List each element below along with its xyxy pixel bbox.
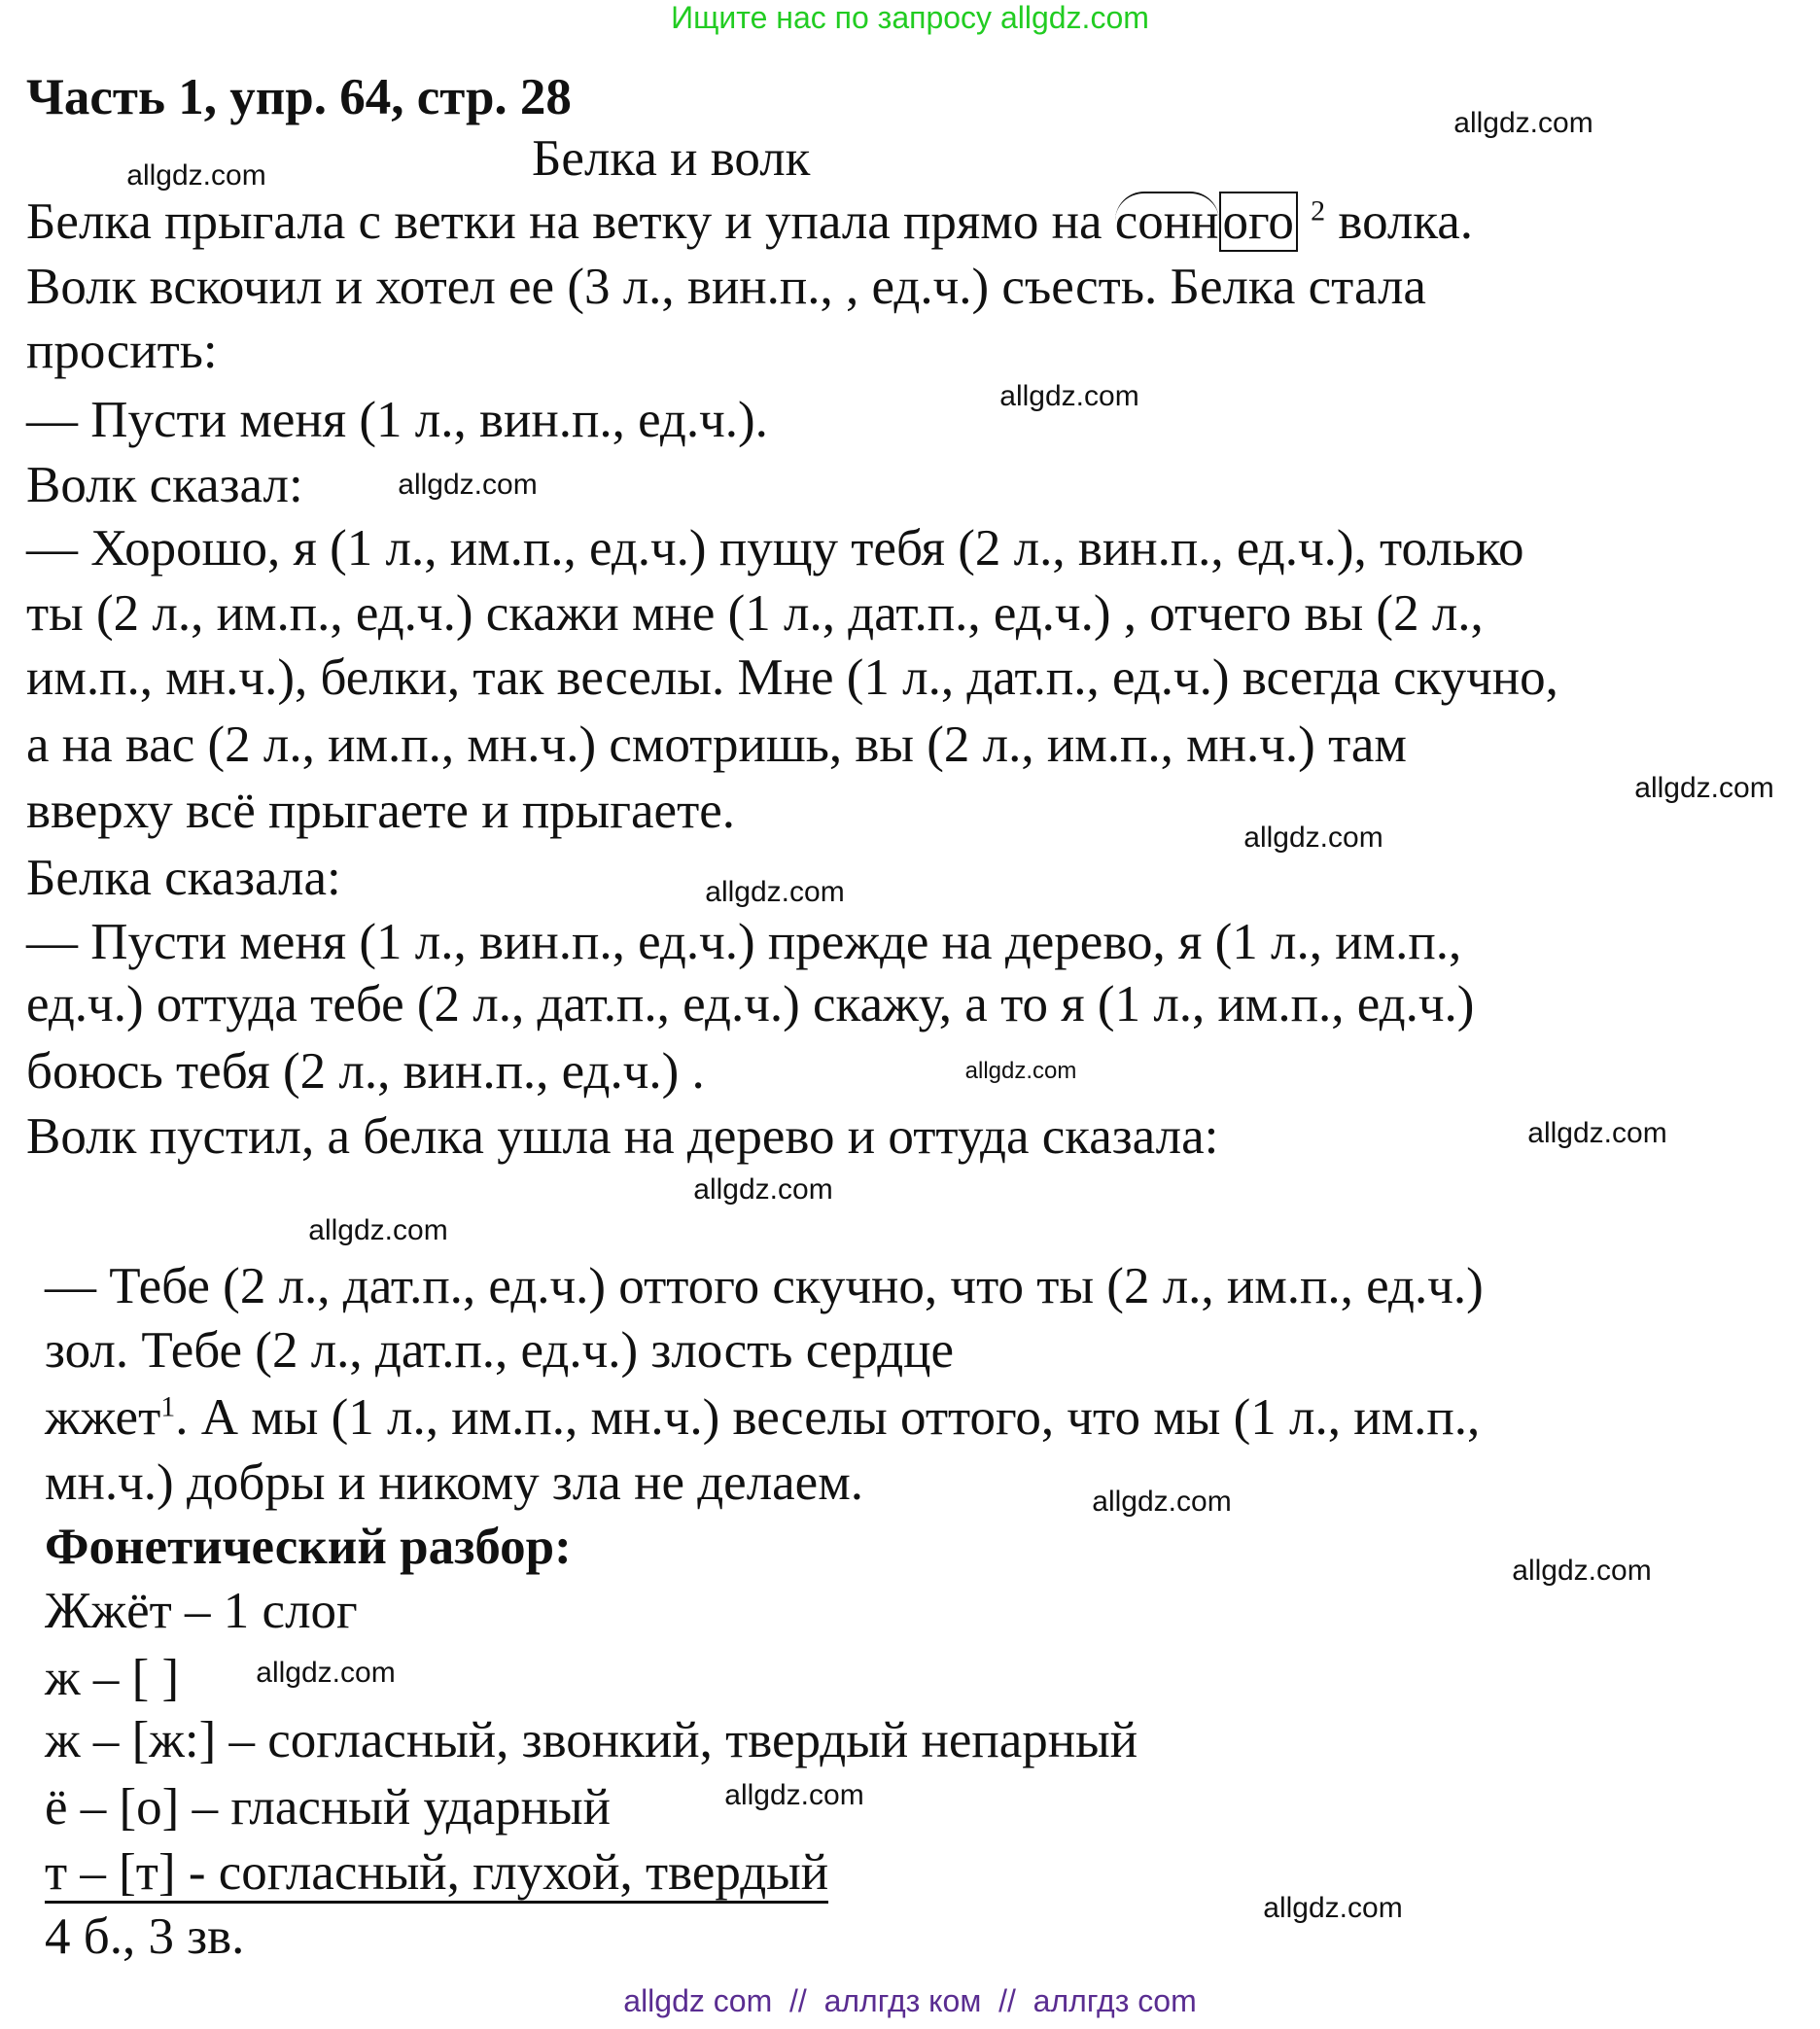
watermark: allgdz.com xyxy=(126,159,266,192)
watermark: allgdz.com xyxy=(398,469,538,501)
text-line: — Пусти меня (1 л., вин.п., ед.ч.). xyxy=(26,392,768,448)
text-line: — Хорошо, я (1 л., им.п., ед.ч.) пущу тебя (2 л., вин.п., ед.ч.), только xyxy=(26,520,1524,577)
underlined-text: т – [т] - согласный, глухой, твердый xyxy=(45,1844,828,1904)
text: жжет xyxy=(45,1389,161,1446)
text: . А мы (1 л., им.п., мн.ч.) веселы оттого, что мы (1 л., им.п., xyxy=(175,1389,1481,1446)
footer-watermark: allgdz com // аллгдз ком // аллгдз com xyxy=(623,1983,1197,2018)
phonetic-line: ж – [ж:] – согласный, звонкий, твердый непарный xyxy=(45,1712,1138,1768)
watermark: allgdz.com xyxy=(1453,107,1593,139)
text-line: вверху всё прыгаете и прыгаете. xyxy=(26,783,736,839)
phonetic-line: ж – [ ] xyxy=(45,1650,180,1706)
superscript: 2 xyxy=(1311,194,1326,227)
text-line: просить: xyxy=(26,323,218,379)
text-line xyxy=(26,195,1473,248)
text-line: ед.ч.) оттуда тебе (2 л., дат.п., ед.ч.) скажу, а то я (1 л., им.п., ед.ч.) xyxy=(26,976,1475,1032)
text: Белка прыгала с ветки на ветку и упала прямо на xyxy=(26,193,1115,250)
watermark: allgdz.com xyxy=(693,1173,833,1206)
watermark: allgdz.com xyxy=(308,1214,448,1246)
phonetic-summary: 4 б., 3 зв. xyxy=(45,1908,245,1965)
phonetic-line: ё – [о] – гласный ударный xyxy=(45,1779,611,1836)
superscript: 1 xyxy=(160,1390,176,1423)
marked-ending: ого xyxy=(1219,192,1298,252)
watermark: allgdz.com xyxy=(1634,772,1774,804)
text: волка. xyxy=(1325,193,1474,250)
watermark: allgdz.com xyxy=(1092,1486,1232,1518)
watermark: allgdz.com xyxy=(256,1657,396,1689)
watermark: allgdz.com xyxy=(724,1779,864,1811)
text-line: Волк вскочил и хотел ее (3 л., вин.п., , ед.ч.) съесть. Белка стала xyxy=(26,259,1426,315)
watermark: allgdz.com xyxy=(1512,1555,1652,1587)
watermark: allgdz.com xyxy=(1243,822,1383,854)
text-line: Волк пустил, а белка ушла на дерево и оттуда сказала: xyxy=(26,1108,1219,1165)
text-line: боюсь тебя (2 л., вин.п., ед.ч.) . xyxy=(26,1043,705,1100)
phonetic-line xyxy=(45,1846,828,1899)
text-line: мн.ч.) добры и никому зла не делаем. xyxy=(45,1454,863,1511)
banner: Ищите нас по запросу allgdz.com xyxy=(671,0,1149,35)
marked-word: сонн xyxy=(1114,193,1219,250)
story-title: Белка и волк xyxy=(532,130,811,187)
watermark: allgdz.com xyxy=(964,1058,1077,1084)
text-line xyxy=(45,1391,1480,1444)
text-line: зол. Тебе (2 л., дат.п., ед.ч.) злость сердце xyxy=(45,1322,955,1379)
text-line: — Пусти меня (1 л., вин.п., ед.ч.) прежде на дерево, я (1 л., им.п., xyxy=(26,914,1462,970)
watermark: allgdz.com xyxy=(1263,1892,1403,1924)
text-line: им.п., мн.ч.), белки, так веселы. Мне (1 л., дат.п., ед.ч.) всегда скучно, xyxy=(26,649,1558,706)
watermark: allgdz.com xyxy=(999,380,1139,412)
phonetic-heading: Фонетический разбор: xyxy=(45,1519,572,1575)
phonetic-line: Жжёт – 1 слог xyxy=(45,1583,358,1639)
text-line: — Тебе (2 л., дат.п., ед.ч.) оттого скучно, что ты (2 л., им.п., ед.ч.) xyxy=(45,1258,1484,1314)
watermark: allgdz.com xyxy=(705,876,845,908)
text-line: Волк сказал: xyxy=(26,457,303,513)
page-title: Часть 1, упр. 64, стр. 28 xyxy=(26,69,572,125)
text-line: а на вас (2 л., им.п., мн.ч.) смотришь, вы (2 л., им.п., мн.ч.) там xyxy=(26,717,1407,773)
text-line: ты (2 л., им.п., ед.ч.) скажи мне (1 л., дат.п., ед.ч.) , отчего вы (2 л., xyxy=(26,585,1484,642)
watermark: allgdz.com xyxy=(1527,1117,1667,1149)
text-line: Белка сказала: xyxy=(26,850,341,906)
